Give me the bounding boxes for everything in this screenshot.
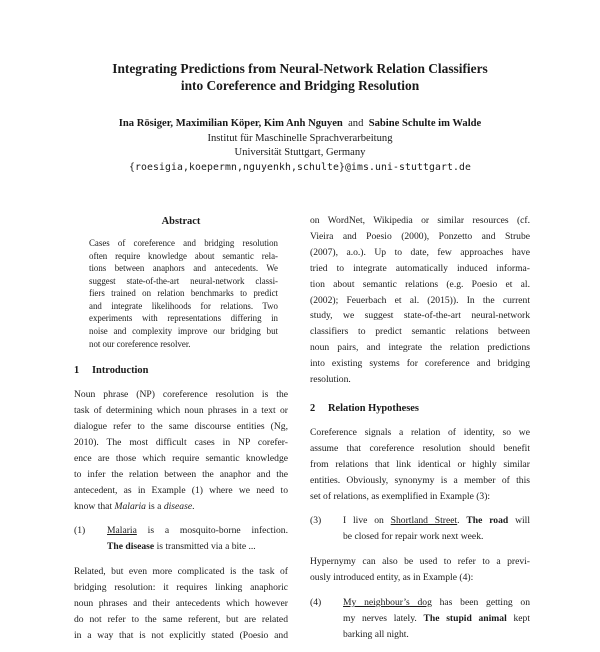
text-fragment: . xyxy=(457,515,467,527)
section-heading-introduction xyxy=(74,363,288,379)
intro-paragraph-1 xyxy=(74,387,288,514)
abstract-line: suggest state-of-the-art neural-network classi- xyxy=(89,275,278,286)
section-title: Relation Hypotheses xyxy=(328,402,419,414)
abstract-line: and integrate likelihoods for relations. Two xyxy=(89,300,278,311)
title-line-2: into Coreference and Bridging Resolution xyxy=(180,78,420,93)
text-line: Hypernymy can also be used to refer to a previ- xyxy=(310,556,530,568)
example-number: (3) xyxy=(310,515,322,527)
text-fragment: has been getting on xyxy=(431,597,531,609)
abstract-heading: Abstract xyxy=(161,216,201,227)
example-text xyxy=(343,513,530,545)
emphasis: Malaria xyxy=(114,500,146,512)
text-line: entities. Obviously, synonymy is a member of this xyxy=(310,474,530,486)
abstract-line: often require knowledge about semantic rela- xyxy=(89,250,278,261)
text-line xyxy=(107,539,288,555)
text-line: assume that coreference resolution should benefit xyxy=(310,442,530,454)
intro-paragraph-2 xyxy=(74,564,288,644)
example-1 xyxy=(74,523,288,555)
abstract-body xyxy=(89,237,278,350)
underlined-antecedent: Malaria xyxy=(107,525,137,537)
example-number: (4) xyxy=(310,597,322,609)
section-number: 2 xyxy=(310,402,316,414)
text-line: Related, but even more complicated is the task of xyxy=(74,566,288,578)
text-fragment: my nerves lately. xyxy=(343,612,424,624)
text-line: be closed for repair work next week. xyxy=(343,531,484,543)
underlined-antecedent: Shortland Street xyxy=(390,515,458,527)
example-text xyxy=(107,523,288,555)
right-column xyxy=(310,213,530,652)
example-4 xyxy=(310,595,530,643)
bold-anaphor: The road xyxy=(466,515,509,527)
author-and: and xyxy=(348,118,364,129)
text-line: set of relations, as exemplified in Example (3): xyxy=(310,490,491,502)
text-fragment: I live on xyxy=(343,515,391,527)
text-line: to infer the relation between the anaphor and the xyxy=(74,468,288,480)
bold-anaphor: The stupid animal xyxy=(423,612,507,624)
left-column xyxy=(74,214,288,644)
text-line: bridging resolution: it requires linking anaphoric xyxy=(74,582,288,594)
text-line: into existing systems for coreference and bridging xyxy=(310,358,530,370)
text-fragment: is a xyxy=(145,500,164,512)
text-line: Coreference signals a relation of identity, so we xyxy=(310,426,530,438)
text-line: on WordNet, Wikipedia or similar resources (cf. xyxy=(310,215,530,226)
text-line: barking all night. xyxy=(343,628,409,640)
text-line: dialogue refer to the same discourse entities (Ng, xyxy=(74,420,288,432)
text-fragment: is transmitted via a bite ... xyxy=(154,541,256,553)
abstract-line: experiments with representations differing in xyxy=(89,313,278,324)
text-line: noun pairs, and integrate the relation predictions xyxy=(310,342,530,354)
text-line: Noun phrase (NP) coreference resolution is the xyxy=(74,389,288,401)
underlined-antecedent: My neighbour’s dog xyxy=(343,597,432,609)
text-line: antecedent, as in Example (1) where we need to xyxy=(74,484,288,496)
example-number: (1) xyxy=(74,525,86,537)
text-line: noun phrases and their antecedents which however xyxy=(74,598,288,610)
abstract-line: tions between anaphors and antecedents. We xyxy=(89,263,278,274)
intro-paragraph-continued xyxy=(310,213,530,388)
text-fragment: is a mosquito-borne infection. xyxy=(136,525,288,537)
emphasis: disease xyxy=(163,500,193,512)
text-line: (2002); Feuerbach et al. (2015)). In the current xyxy=(310,294,530,306)
text-line: tion about semantic relations (e.g. Poesio et al. xyxy=(310,278,530,290)
text-fragment: kept xyxy=(506,612,530,624)
section-title: Introduction xyxy=(92,365,149,377)
text-line: study, we suggest state-of-the-art neural-network xyxy=(310,310,530,322)
text-line: from relations that link identical or highly similar xyxy=(310,458,530,470)
text-line: task of determining which noun phrases in a text or xyxy=(74,405,288,417)
text-line: Vieira and Poesio (2000), Ponzetto and Strube xyxy=(310,230,530,242)
author-block xyxy=(50,117,550,175)
example-text xyxy=(343,595,530,643)
section-heading-relation-hypotheses xyxy=(310,401,530,417)
author-email: {roesigia,koepermn,nguyenkh,schulte}@ims.uni-stuttgart.de xyxy=(129,161,471,173)
text-line: do not refer to the same referent, but are related xyxy=(74,613,288,625)
text-line: in a way that is not explicitly stated (Poesio and xyxy=(74,629,288,641)
abstract-line: fiers trained on relation benchmarks to predict xyxy=(89,288,278,299)
text-fragment: . xyxy=(192,500,195,512)
text-line: 2010). The most difficult cases in NP corefer- xyxy=(74,436,288,448)
affiliation-institute: Institut für Maschinelle Sprachverarbeitung xyxy=(207,132,393,144)
text-line xyxy=(74,499,288,515)
author-names-b: Sabine Schulte im Walde xyxy=(368,118,482,129)
bold-anaphor: The disease xyxy=(107,541,155,553)
text-fragment: will xyxy=(508,515,531,527)
text-line: resolution. xyxy=(310,374,351,386)
abstract-line: noise and complexity improve our bridging but xyxy=(89,326,278,337)
text-line xyxy=(343,595,530,611)
paper-title xyxy=(60,60,540,94)
abstract-line: Cases of coreference and bridging resolution xyxy=(89,237,278,248)
affiliation-university: Universität Stuttgart, Germany xyxy=(234,147,366,158)
text-line: (2007), a.o.). Up to date, few approaches have xyxy=(310,246,530,258)
example-3 xyxy=(310,513,530,545)
text-line: tried to integrate automatically induced informa- xyxy=(310,262,530,274)
relation-paragraph-1 xyxy=(310,425,530,505)
abstract-line: not our coreference resolver. xyxy=(89,338,191,349)
text-line: classifiers to predict semantic relations between xyxy=(310,326,530,338)
text-line: ence are those which require semantic knowledge xyxy=(74,452,288,464)
text-fragment: know that xyxy=(74,500,115,512)
text-line: ously introduced entity, as in Example (4): xyxy=(310,572,474,584)
title-line-1: Integrating Predictions from Neural-Network Relation Classifiers xyxy=(112,61,488,76)
author-names-a: Ina Rösiger, Maximilian Köper, Kim Anh Nguyen xyxy=(118,118,343,129)
relation-paragraph-2 xyxy=(310,554,530,586)
text-line xyxy=(107,523,288,539)
section-number: 1 xyxy=(74,365,80,377)
text-line xyxy=(343,513,530,529)
author-names xyxy=(50,117,550,132)
text-line xyxy=(343,611,530,627)
